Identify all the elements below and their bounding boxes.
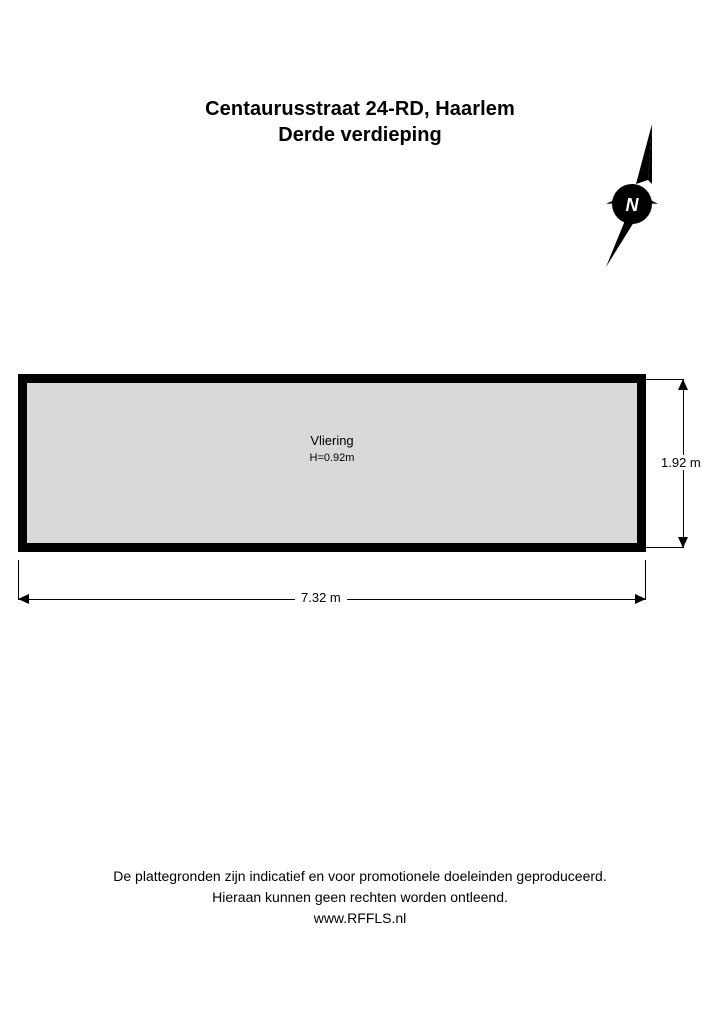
website-label: www.RFFLS.nl: [313, 910, 407, 926]
disclaimer-line-1: De plattegronden zijn indicatief en voor promotionele doeleinden geproduceerd.: [113, 868, 607, 884]
disclaimer-footer: [0, 866, 720, 929]
svg-text:N: N: [625, 195, 639, 215]
room-vliering-label-group: [18, 432, 646, 466]
arrow-up-icon: [678, 379, 688, 390]
disclaimer-line-2: Hieraan kunnen geen rechten worden ontleend.: [212, 889, 508, 905]
arrow-down-icon: [678, 537, 688, 548]
room-vliering-name: Vliering: [310, 433, 354, 448]
arrow-left-icon: [18, 594, 29, 604]
dimension-width-label: 7.32 m: [295, 590, 347, 605]
arrow-right-icon: [635, 594, 646, 604]
room-vliering-height: H=0.92m: [309, 452, 355, 464]
dimension-height-label: 1.92 m: [655, 455, 707, 470]
floor-name: Derde verdieping: [278, 124, 442, 146]
property-address: Centaurusstraat 24-RD, Haarlem: [205, 98, 515, 120]
